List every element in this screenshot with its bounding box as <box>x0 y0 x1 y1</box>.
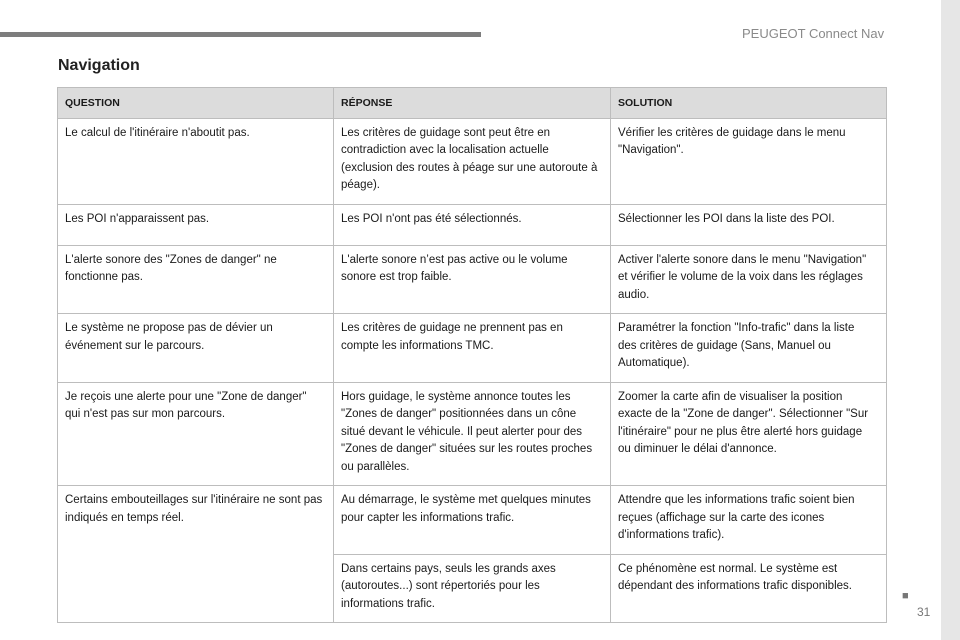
column-header-answer: RÉPONSE <box>334 88 611 119</box>
answer-cell: Les critères de guidage sont peut être en contradiction avec la localisation actuelle (exclusion des routes à péage sur une autoroute à péage). <box>334 118 611 204</box>
table-header-row <box>58 88 887 119</box>
table-row <box>58 486 887 555</box>
table-row <box>58 245 887 314</box>
solution-cell: Vérifier les critères de guidage dans le menu "Navigation". <box>611 118 887 204</box>
solution-cell: Ce phénomène est normal. Le système est dépendant des informations trafic disponibles. <box>611 554 887 623</box>
answer-cell: Hors guidage, le système annonce toutes les "Zones de danger" positionnées dans un cône situé devant le véhicule. Il peut alerter pour des "Zones de danger" situées sur les routes proches ou parallèles. <box>334 382 611 486</box>
column-header-solution: SOLUTION <box>611 88 887 119</box>
page-number: 31 <box>917 605 931 619</box>
manual-header-title: PEUGEOT Connect Nav <box>742 26 885 41</box>
question-cell: L'alerte sonore des "Zones de danger" ne fonctionne pas. <box>58 245 334 314</box>
answer-cell: Dans certains pays, seuls les grands axes (autoroutes...) sont répertoriés pour les informations trafic. <box>334 554 611 623</box>
question-cell: Je reçois une alerte pour une "Zone de danger" qui n'est pas sur mon parcours. <box>58 382 334 486</box>
answer-cell: L'alerte sonore n’est pas active ou le volume sonore est trop faible. <box>334 245 611 314</box>
answer-cell: Les critères de guidage ne prennent pas en compte les informations TMC. <box>334 314 611 383</box>
page-title: Navigation <box>58 57 140 74</box>
solution-cell: Paramétrer la fonction "Info-trafic" dans la liste des critères de guidage (Sans, Manuel ou Automatique). <box>611 314 887 383</box>
page-edge-band <box>941 0 960 640</box>
answer-cell: Les POI n'ont pas été sélectionnés. <box>334 204 611 245</box>
question-cell: Certains embouteillages sur l'itinéraire ne sont pas indiqués en temps réel. <box>58 486 334 623</box>
table-row <box>58 314 887 383</box>
question-cell: Le système ne propose pas de dévier un événement sur le parcours. <box>58 314 334 383</box>
table-row <box>58 204 887 245</box>
table-row <box>58 382 887 486</box>
end-of-section-bullet: ■ <box>902 590 909 602</box>
solution-cell: Sélectionner les POI dans la liste des POI. <box>611 204 887 245</box>
answer-cell: Au démarrage, le système met quelques minutes pour capter les informations trafic. <box>334 486 611 555</box>
table-row <box>58 118 887 204</box>
question-cell: Le calcul de l'itinéraire n'aboutit pas. <box>58 118 334 204</box>
column-header-question: QUESTION <box>58 88 334 119</box>
header-rule <box>0 32 481 37</box>
solution-cell: Activer l'alerte sonore dans le menu "Navigation" et vérifier le volume de la voix dans les réglages audio. <box>611 245 887 314</box>
question-cell: Les POI n'apparaissent pas. <box>58 204 334 245</box>
troubleshooting-table <box>57 87 887 623</box>
solution-cell: Attendre que les informations trafic soient bien reçues (affichage sur la carte des icones d'informations trafic). <box>611 486 887 555</box>
solution-cell: Zoomer la carte afin de visualiser la position exacte de la "Zone de danger". Sélectionner "Sur l'itinéraire" pour ne plus être alerté hors guidage ou diminuer le délai d'annonce. <box>611 382 887 486</box>
